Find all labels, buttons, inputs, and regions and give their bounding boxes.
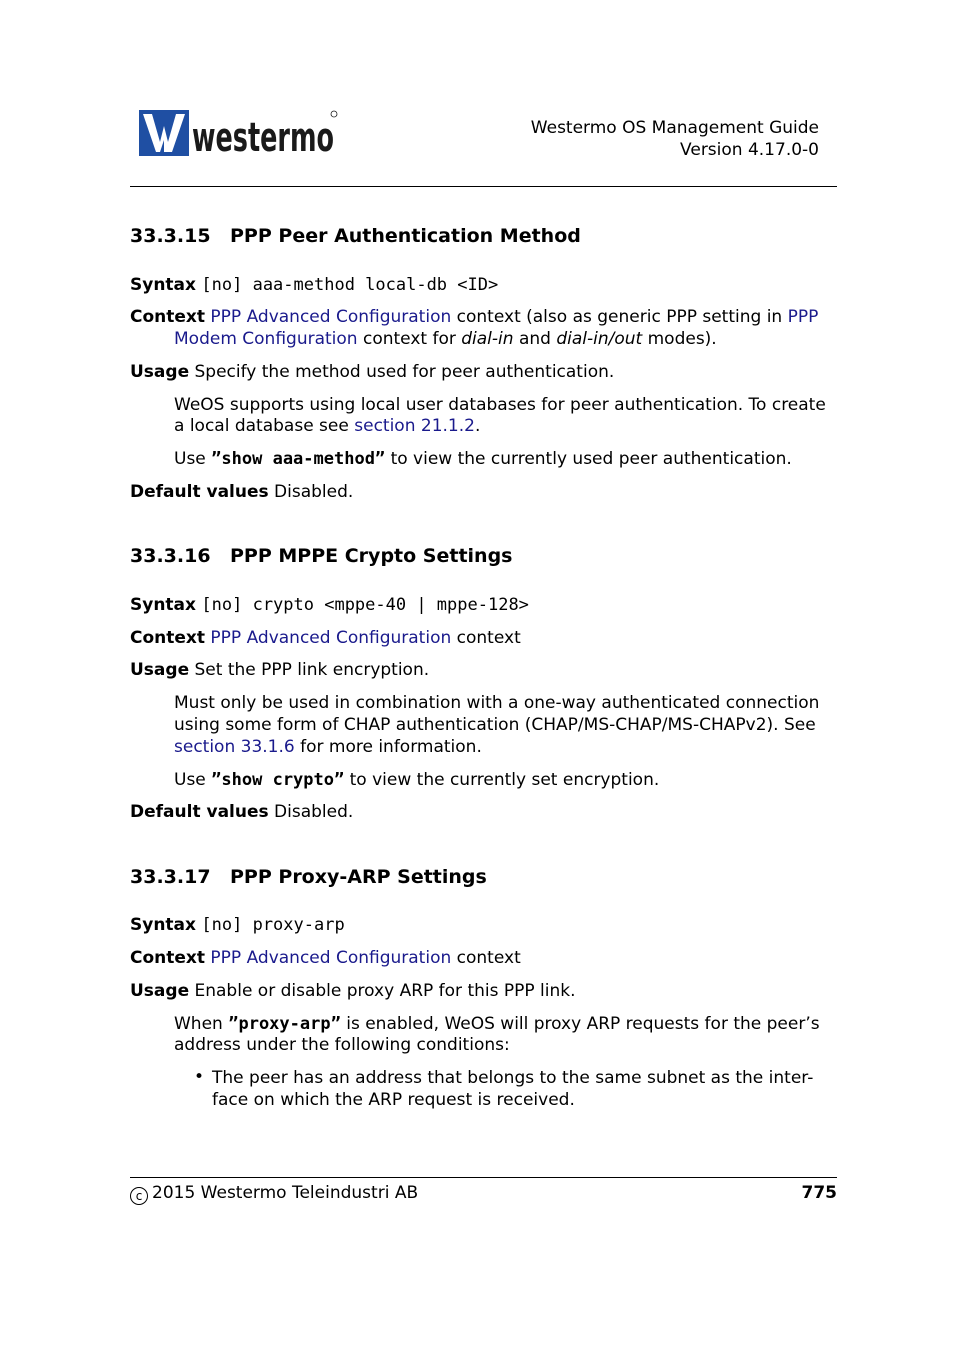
bullet-icon: • <box>194 1067 205 1087</box>
usage-row <box>130 980 576 1002</box>
usage-paragraph-cont <box>174 736 482 758</box>
syntax-command: [no] crypto <mppe-40 | mppe-128> <box>201 595 529 615</box>
paragraph-text: to view the currently set encryption. <box>349 770 660 790</box>
usage-label: Usage <box>130 362 190 382</box>
syntax-label: Syntax <box>130 275 196 295</box>
header-divider <box>130 186 837 187</box>
usage-paragraph <box>174 1013 820 1035</box>
usage-label: Usage <box>130 981 190 1001</box>
usage-text: Specify the method used for peer authentication. <box>194 362 615 382</box>
guide-version: Version 4.17.0-0 <box>680 140 819 160</box>
default-value: Disabled. <box>274 802 354 822</box>
context-link-ppp-advanced[interactable]: PPP Advanced Configuration <box>210 948 452 968</box>
usage-show-command <box>174 448 792 470</box>
default-row <box>130 801 353 823</box>
usage-text: Set the PPP link encryption. <box>194 660 430 680</box>
context-link-ppp-advanced[interactable]: PPP Advanced Configuration <box>210 307 452 327</box>
default-label: Default values <box>130 802 269 822</box>
context-link-ppp-modem[interactable]: PPP <box>787 307 819 327</box>
context-label: Context <box>130 628 206 648</box>
paragraph-text: for more information. <box>300 737 482 757</box>
syntax-label: Syntax <box>130 915 196 935</box>
footer-divider <box>130 1177 837 1178</box>
usage-text: Enable or disable proxy ARP for this PPP link. <box>194 981 576 1001</box>
syntax-command: [no] aaa-method local-db <ID> <box>201 275 499 295</box>
usage-paragraph-cont <box>174 415 480 437</box>
context-link-ppp-advanced[interactable]: PPP Advanced Configuration <box>210 628 452 648</box>
paragraph-text: . <box>474 416 481 436</box>
syntax-row <box>130 594 529 616</box>
default-row <box>130 481 353 503</box>
context-text: context <box>456 948 521 968</box>
usage-show-command <box>174 769 659 791</box>
context-text: context for <box>362 329 456 349</box>
context-row-continued <box>174 328 717 350</box>
section-heading-33-3-16 <box>130 545 512 567</box>
show-command: ”show crypto” <box>211 770 345 790</box>
section-number: 33.3.17 <box>130 866 211 888</box>
section-title: PPP Proxy-ARP Settings <box>230 866 487 888</box>
syntax-row <box>130 274 498 296</box>
syntax-label: Syntax <box>130 595 196 615</box>
context-mode: dial-in/out <box>556 329 643 349</box>
logo-text: westermo <box>192 115 334 161</box>
context-text: context (also as generic PPP setting in <box>456 307 783 327</box>
usage-paragraph-cont: using some form of CHAP authentication (CHAP/MS-CHAP/MS-CHAPv2). See <box>174 715 816 735</box>
syntax-row <box>130 914 345 936</box>
link-section-33-1-6[interactable]: section 33.1.6 <box>174 737 295 757</box>
context-label: Context <box>130 307 206 327</box>
section-title: PPP MPPE Crypto Settings <box>230 545 513 567</box>
usage-paragraph: WeOS supports using local user databases for peer authentication. To create <box>174 395 826 415</box>
bullet-item-cont: face on which the ARP request is received. <box>212 1090 575 1110</box>
context-link-ppp-modem-cont[interactable]: Modem Configuration <box>174 329 358 349</box>
section-number: 33.3.15 <box>130 225 211 247</box>
section-title: PPP Peer Authentication Method <box>230 225 581 247</box>
usage-row <box>130 361 614 383</box>
usage-row <box>130 659 429 681</box>
show-command: ”show aaa-method” <box>211 449 386 469</box>
section-heading-33-3-17 <box>130 866 487 888</box>
default-value: Disabled. <box>274 482 354 502</box>
usage-paragraph-cont: address under the following conditions: <box>174 1035 510 1055</box>
bullet-item: The peer has an address that belongs to the same subnet as the inter- <box>212 1068 814 1088</box>
paragraph-text: Use <box>174 449 206 469</box>
context-row <box>130 306 818 328</box>
usage-paragraph: Must only be used in combination with a one-way authenticated connection <box>174 693 820 713</box>
guide-title: Westermo OS Management Guide <box>530 118 819 138</box>
paragraph-text: a local database see <box>174 416 349 436</box>
footer-copyright <box>130 1182 418 1205</box>
context-text: and <box>518 329 551 349</box>
paragraph-text: to view the currently used peer authentication. <box>390 449 792 469</box>
context-text: modes). <box>647 329 717 349</box>
header-text <box>531 117 819 161</box>
page-number: 775 <box>801 1183 837 1203</box>
default-label: Default values <box>130 482 269 502</box>
copyright-text: 2015 Westermo Teleindustri AB <box>152 1183 419 1203</box>
proxy-arp-command: ”proxy-arp” <box>228 1014 341 1034</box>
syntax-command: [no] proxy-arp <box>201 915 345 935</box>
paragraph-text: When <box>174 1014 223 1034</box>
context-mode: dial-in <box>461 329 514 349</box>
paragraph-text: is enabled, WeOS will proxy ARP requests for the peer’s <box>346 1014 820 1034</box>
link-section-21-1-2[interactable]: section 21.1.2 <box>354 416 475 436</box>
context-row <box>130 947 521 969</box>
copyright-icon: c <box>130 1187 148 1205</box>
context-label: Context <box>130 948 206 968</box>
paragraph-text: Use <box>174 770 206 790</box>
westermo-logo <box>139 110 339 161</box>
section-heading-33-3-15 <box>130 225 581 247</box>
context-row <box>130 627 521 649</box>
context-text: context <box>456 628 521 648</box>
usage-label: Usage <box>130 660 190 680</box>
section-number: 33.3.16 <box>130 545 211 567</box>
